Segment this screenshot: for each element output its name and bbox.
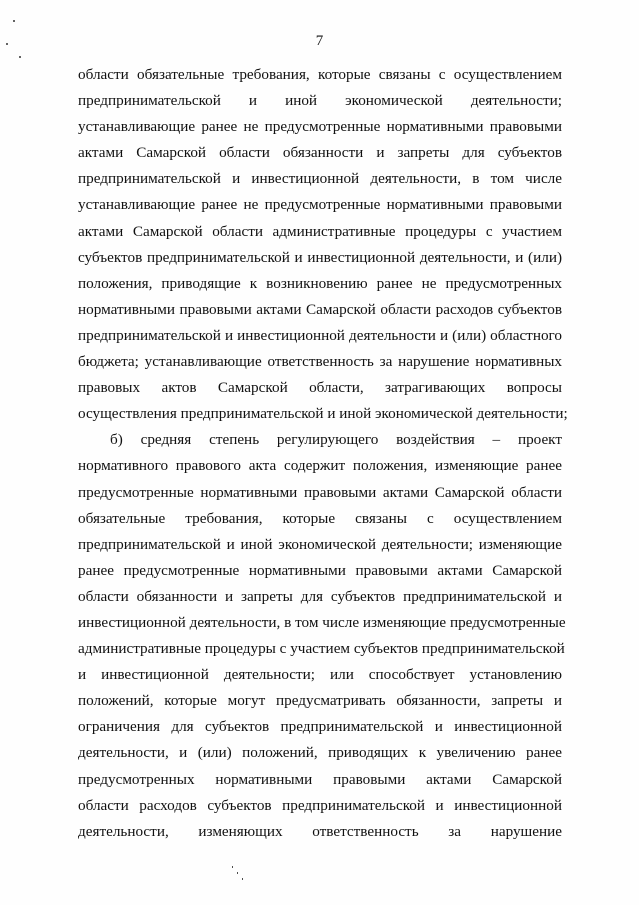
text-line: правовых актов Самарской области, затрагивающих вопросы — [78, 379, 562, 397]
scan-speck — [6, 43, 8, 45]
text-line: б) средняя степень регулирующего воздействия – проект — [110, 431, 562, 449]
text-line: ограничения для субъектов предпринимательской и инвестиционной — [78, 718, 562, 736]
text-line: предпринимательской и инвестиционной деятельности и (или) областного — [78, 326, 562, 344]
text-line: актами Самарской области обязанности и запреты для субъектов — [78, 144, 562, 162]
text-line: бюджета; устанавливающие ответственность за нарушение нормативных — [78, 353, 562, 371]
text-line: инвестиционной деятельности, в том числе изменяющие предусмотренные — [78, 613, 566, 631]
text-line: положения, приводящие к возникновению ранее не предусмотренных — [78, 274, 562, 292]
text-line: предпринимательской и инвестиционной деятельности, в том числе — [78, 170, 562, 188]
text-line: предусмотренных нормативными правовыми актами Самарской — [78, 770, 562, 788]
text-line: ранее предусмотренные нормативными правовыми актами Самарской — [78, 561, 562, 579]
text-line: субъектов предпринимательской и инвестиционной деятельности, и (или) — [78, 248, 562, 266]
text-line: области обязательные требования, которые связаны с осуществлением — [78, 66, 562, 83]
scan-speck — [242, 878, 243, 880]
text-line: предпринимательской и иной экономической деятельности; — [78, 92, 562, 110]
text-line: обязательные требования, которые связаны с осуществлением — [78, 509, 562, 527]
text-line: устанавливающие ранее не предусмотренные нормативными правовыми — [78, 196, 562, 214]
text-line: и инвестиционной деятельности; или способствует установлению — [78, 666, 562, 684]
text-line: устанавливающие ранее не предусмотренные нормативными правовыми — [78, 118, 562, 136]
page-number: 7 — [315, 33, 324, 49]
text-line: деятельности, и (или) положений, приводящих к увеличению ранее — [78, 744, 562, 762]
text-line: актами Самарской области административные процедуры с участием — [78, 222, 562, 240]
text-line: административные процедуры с участием субъектов предпринимательской — [78, 640, 565, 658]
text-line: области расходов субъектов предпринимательской и инвестиционной — [78, 796, 562, 814]
text-line: положений, которые могут предусматривать обязанности, запреты и — [78, 692, 562, 710]
text-line: предусмотренные нормативными правовыми актами Самарской области — [78, 483, 562, 501]
text-line: нормативными правовыми актами Самарской области расходов субъектов — [78, 300, 562, 318]
scan-speck — [19, 56, 21, 58]
text-line: области обязанности и запреты для субъектов предпринимательской и — [78, 587, 562, 605]
text-line: предпринимательской и иной экономической деятельности; изменяющие — [78, 535, 562, 553]
scan-speck — [13, 20, 15, 22]
body-text — [78, 62, 568, 845]
text-line: нормативного правового акта содержит положения, изменяющие ранее — [78, 457, 562, 475]
scan-speck — [237, 872, 238, 874]
scan-speck — [232, 866, 233, 868]
text-line: осуществления предпринимательской и иной экономической деятельности; — [78, 405, 568, 423]
text-line: деятельности, изменяющих ответственность за нарушение — [78, 822, 562, 840]
